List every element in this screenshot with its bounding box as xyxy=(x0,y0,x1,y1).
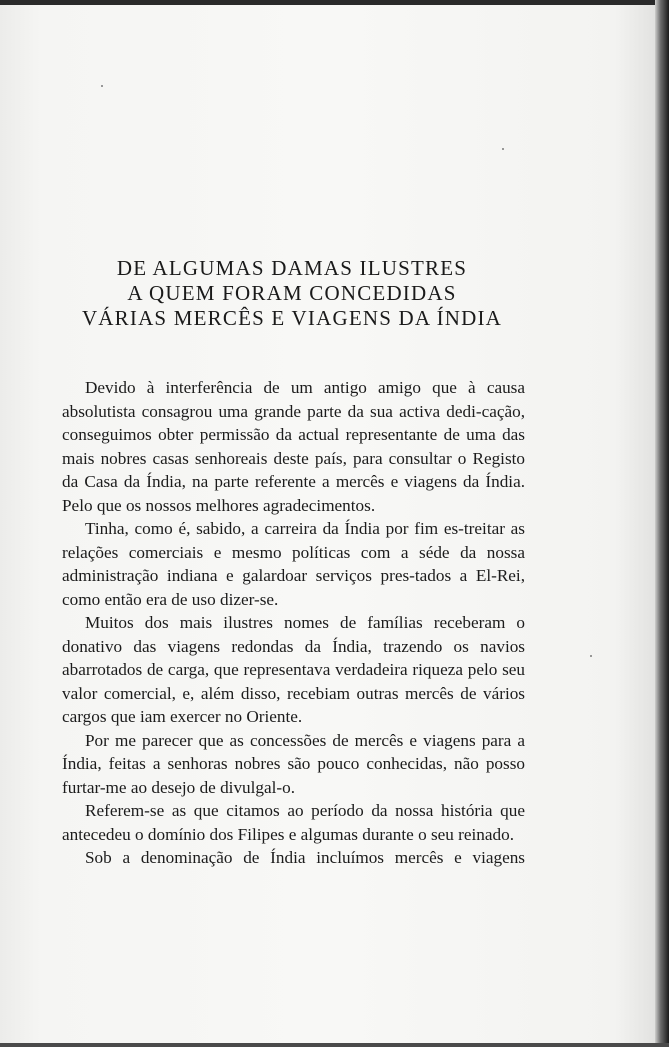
heading-line: DE ALGUMAS DAMAS ILUSTRES xyxy=(116,256,468,280)
heading-line: VÁRIAS MERCÊS E VIAGENS DA ÍNDIA xyxy=(81,306,503,330)
paragraph: Devido à interferência de um antigo amigo que à causa absolutista consagrou uma grande parte da sua activa dedi-cação, conseguimos obter permissão da actual representante de uma das mais nobres casas senhoreais deste país, para consultar o Registo da Casa da Índia, na parte referente a mercês e viagens da Índia. Pelo que os nossos melhores agradecimentos. xyxy=(62,378,525,515)
page-gutter-shadow xyxy=(655,0,669,1047)
paragraph: Muitos dos mais ilustres nomes de famílias receberam o donativo das viagens redondas da Índia, trazendo os navios abarrotados de carga, que representava verdadeira riqueza pelo seu valor comercial, e, além disso, recebiam outras mercês de vários cargos que iam exercer no Oriente. xyxy=(62,613,525,726)
paper-speck xyxy=(101,85,103,87)
paragraph: Tinha, como é, sabido, a carreira da Índia por fim es-treitar as relações comerciais e mesmo políticas com a séde da nossa administração indiana e galardoar serviços pres-tados a El-Rei, como então era de uso dizer-se. xyxy=(62,519,525,609)
body-text xyxy=(62,376,525,870)
chapter-heading xyxy=(70,256,514,331)
scan-top-edge xyxy=(0,0,669,5)
scan-bottom-edge xyxy=(0,1043,669,1047)
paragraph: Sob a denominação de Índia incluímos mercês e viagens xyxy=(85,848,525,867)
paper-speck xyxy=(590,655,592,657)
heading-line: A QUEM FORAM CONCEDIDAS xyxy=(127,281,457,305)
paragraph: Referem-se as que citamos ao período da nossa história que antecedeu o domínio dos Filipes e algumas durante o seu reinado. xyxy=(62,801,525,844)
paragraph: Por me parecer que as concessões de mercês e viagens para a Índia, feitas a senhoras nobres são pouco conhecidas, não posso furtar-me ao desejo de divulgal-o. xyxy=(62,730,525,797)
paper-speck xyxy=(502,148,504,150)
